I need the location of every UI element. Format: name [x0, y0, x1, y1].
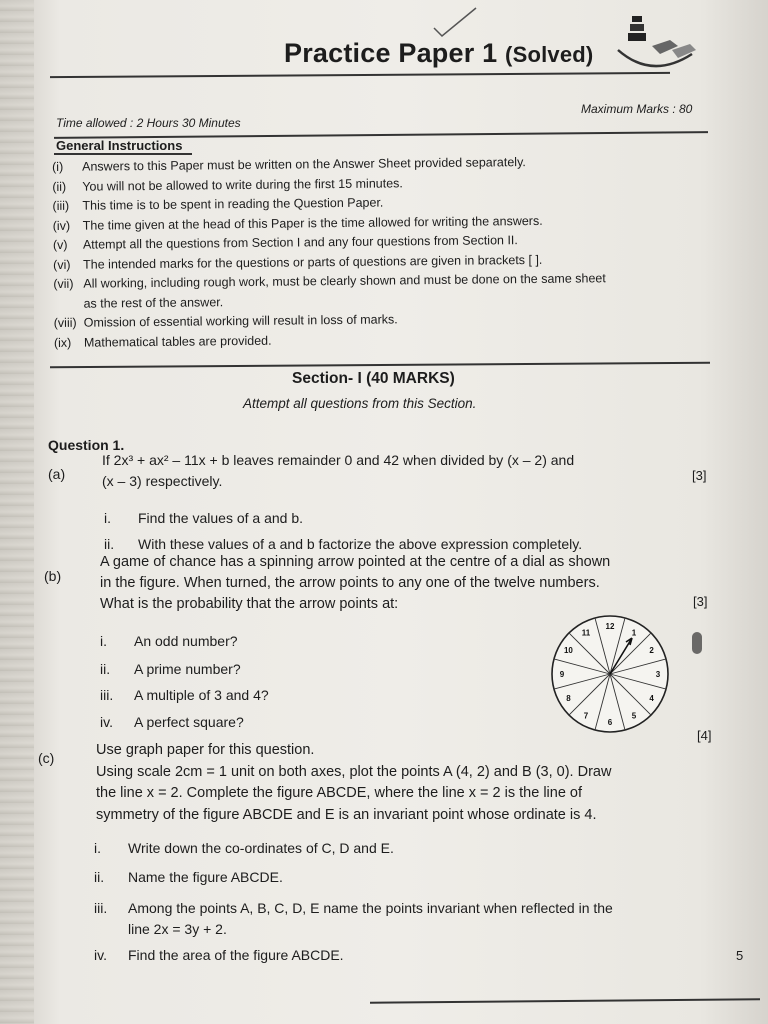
part-a-text: If 2x³ + ax² – 11x + b leaves remainder 0 and 42 when divided by (x – 2) and (x – 3) respectively.: [102, 452, 575, 489]
part-b-sub-item: iii. A multiple of 3 and 4?: [100, 687, 269, 703]
time-allowed: Time allowed : 2 Hours 30 Minutes: [56, 116, 241, 130]
title-underline: [50, 72, 670, 78]
page-title: Practice Paper 1 (Solved): [284, 38, 594, 68]
part-a-sub-item: ii. With these values of a and b factorize the above expression completely.: [104, 536, 583, 552]
part-c-text: Use graph paper for this question. Using scale 2cm = 1 unit on both axes, plot the points A (4, 2) and B (3, 0). Draw the line x = 2. Complete the figure ABCDE, where the line x = 2 is the line of symmetry of the figure ABCDE and E is an invariant point whose ordinate is 4.: [96, 742, 612, 823]
part-b-sub-item: ii. A prime number?: [100, 661, 241, 677]
section-title: Section- I (40 MARKS): [292, 370, 455, 387]
instructions-list: [52, 151, 714, 353]
part-b-marks: [3]: [693, 594, 708, 609]
dial-number-label: 7: [583, 711, 589, 721]
instruction-item: (i) Answers to this Paper must be written on the Answer Sheet provided separately.: [52, 155, 526, 174]
spinner-dial-figure: [548, 612, 672, 736]
part-b-sub-item: i. An odd number?: [100, 633, 238, 649]
dial-number-label: 5: [631, 711, 637, 721]
instruction-item: (v) Attempt all the questions from Section I and any four questions from Section II.: [52, 233, 518, 252]
dial-number-label: 8: [566, 694, 571, 703]
dial-number-label: 2: [649, 646, 654, 655]
part-c-label: (c): [38, 750, 55, 766]
instruction-item: (vii) All working, including rough work, must be clearly shown and must be done on the same sheet: [53, 271, 606, 291]
section-subtitle: Attempt all questions from this Section.: [243, 396, 477, 411]
ink-smudge: [692, 632, 702, 654]
part-c-sub-item: iv. Find the area of the figure ABCDE.: [94, 947, 344, 963]
question-label: Question 1.: [48, 437, 125, 453]
instruction-item: (iv) The time given at the head of this Paper is the time allowed for writing the answers.: [52, 213, 543, 233]
instruction-item: (ix) Mathematical tables are provided.: [53, 333, 272, 350]
instruction-item-continuation: as the rest of the answer.: [83, 294, 224, 311]
dial-number-label: 10: [563, 646, 573, 655]
part-b-text: A game of chance has a spinning arrow pointed at the centre of a dial as shown in the figure. When turned, the arrow points to any one of the twelve numbers. What is the probability that the arrow points at:: [100, 554, 611, 612]
title-suffix: (Solved): [505, 42, 594, 67]
dial-number-label: 9: [559, 670, 565, 679]
dial-number-label: 12: [605, 622, 615, 631]
part-a-label: (a): [48, 466, 66, 482]
part-c-sub-item: ii. Name the figure ABCDE.: [94, 869, 283, 885]
stack-logo-icon: [612, 10, 702, 80]
binding-edge: [0, 0, 34, 1024]
dial-number-label: 3: [655, 670, 661, 679]
instructions-end-rule: [50, 362, 710, 368]
part-b-label: (b): [44, 568, 62, 584]
part-a-sub-item: i. Find the values of a and b.: [104, 510, 303, 526]
instruction-item: (viii) Omission of essential working will result in loss of marks.: [53, 312, 398, 330]
maximum-marks: Maximum Marks : 80: [581, 102, 693, 116]
part-b-sub-item: iv. A perfect square?: [100, 714, 244, 730]
dial-number-label: 11: [581, 628, 591, 638]
instructions-heading-underline: [54, 153, 192, 155]
instruction-item: (ii) You will not be allowed to write during the first 15 minutes.: [52, 175, 403, 194]
instruction-item: (vi) The intended marks for the questions or parts of questions are given in brackets [ ].: [53, 252, 543, 272]
part-c-sub-item: iii. Among the points A, B, C, D, E name the points invariant when reflected in the line 2x = 3y + 2.: [94, 900, 613, 937]
dial-number-label: 4: [649, 694, 654, 703]
instructions-heading: General Instructions: [56, 138, 183, 153]
part-c-marks: [4]: [697, 728, 712, 743]
part-c-sub-item: i. Write down the co-ordinates of C, D and E.: [94, 840, 394, 856]
dial-number-label: 1: [631, 628, 637, 638]
page-number: 5: [736, 948, 744, 963]
instruction-item: (iii) This time is to be spent in reading the Question Paper.: [52, 195, 384, 213]
part-a-marks: [3]: [692, 468, 707, 483]
footer-rule: [370, 998, 760, 1003]
dial-number-label: 6: [607, 718, 613, 727]
